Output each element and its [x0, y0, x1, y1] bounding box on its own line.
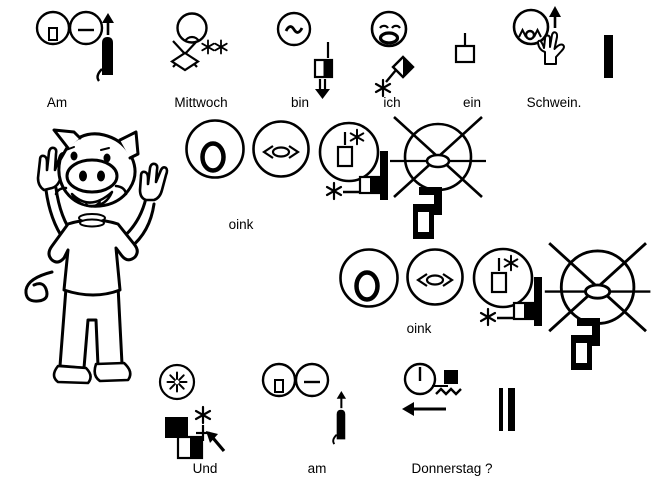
hand-icon	[538, 32, 564, 64]
word-label-ich: ich	[383, 95, 401, 110]
and-symbol-icon	[150, 363, 230, 461]
wednesday-symbol-icon	[168, 11, 230, 75]
crossed-out-circle-icon	[545, 238, 657, 370]
open-mouth-circle-icon	[185, 119, 245, 179]
word-label-am-2: am	[307, 461, 327, 476]
padlock-glyph	[413, 187, 442, 239]
mouth-stretch-circle-icon	[250, 121, 314, 179]
on-day-symbol-icon	[36, 11, 166, 99]
word-label-ein: ein	[462, 95, 482, 110]
word-label-am: Am	[46, 95, 68, 110]
i-me-symbol-icon	[371, 11, 417, 103]
full-stop-bar	[604, 35, 613, 78]
thursday-symbol-icon	[398, 362, 466, 420]
word-label-und: Und	[192, 461, 218, 476]
starburst-glyph	[168, 373, 187, 392]
crossed-out-circle-icon	[390, 112, 490, 242]
question-pause-bars	[498, 387, 516, 432]
indefinite-article-symbol-icon	[454, 32, 478, 64]
speech-label-oink-1: oink	[228, 217, 254, 232]
voice-noise-circle-icon	[470, 247, 544, 327]
word-label-donnerstag: Donnerstag ?	[411, 461, 493, 476]
open-mouth-circle-icon	[339, 248, 399, 308]
padlock-glyph	[571, 318, 600, 370]
cartoon-pig-illustration	[8, 120, 180, 392]
mouth-stretch-circle-icon	[404, 249, 468, 307]
on-day-symbol-icon	[262, 361, 392, 449]
word-label-mittwoch: Mittwoch	[174, 95, 228, 110]
voice-noise-circle-icon	[316, 121, 390, 201]
word-label-schwein: Schwein.	[526, 95, 582, 110]
speech-label-oink-2: oink	[406, 321, 432, 336]
pig-sign-symbol-icon	[512, 4, 572, 68]
word-label-bin: bin	[290, 95, 310, 110]
be-verb-symbol-icon	[276, 12, 334, 100]
